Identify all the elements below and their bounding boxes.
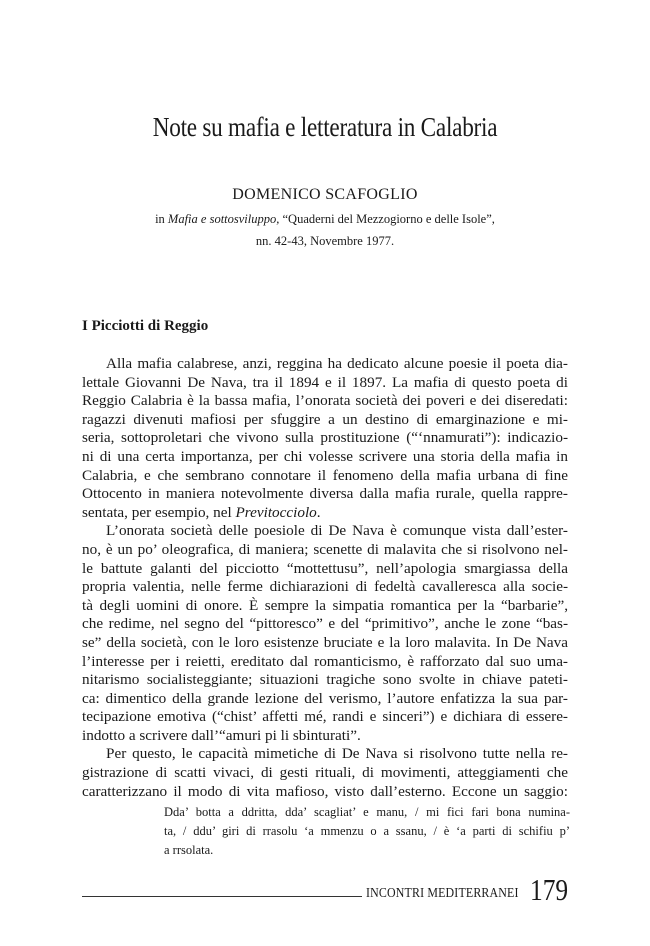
citation-line-1: in Mafia e sottosviluppo, “Quaderni del Mezzogiorno e delle Isole”, xyxy=(155,212,495,226)
article-title: Note su mafia e letteratura in Calabria xyxy=(152,112,498,142)
verse-line: ta, / ddu’ giri di rrasolu ‘a mmenzu o a ssanu, / è ‘a parti di schifiu p’ xyxy=(164,824,570,838)
verse-quote xyxy=(164,803,570,860)
body-line: L’onorata società delle poesiole di De Nava è comunque vista dall’ester- xyxy=(106,522,568,540)
body-line: indotto a scrivere dall’“amuri pi li sbinturati”. xyxy=(82,726,361,744)
body-line: lettale Giovanni De Nava, tra il 1894 e il 1897. La mafia di questo poeta di xyxy=(82,373,568,391)
body-line: caratterizzano il modo di vita mafioso, visto dall’esterno. Eccone un saggio: xyxy=(82,782,568,800)
body-line: Alla mafia calabrese, anzi, reggina ha dedicato alcune poesie il poeta dia- xyxy=(106,355,568,372)
body-line: ragazzi divenuti mafiosi per sfuggire a un destino di emarginazione e mi- xyxy=(82,410,568,428)
body-line: Calabria, e che sembrano connotare il fenomeno della mafia urbana di fine xyxy=(82,466,568,484)
body-line: tecipazione emotiva (“chist’ affetti mé, randi e sinceri”) e dichiara di essere- xyxy=(82,708,568,726)
body-line: Ottocento in maniera notevolmente diversa dalla mafia rurale, quella rappre- xyxy=(82,485,568,503)
body-line: ni di una certa importanza, per chi volesse scrivere una storia della mafia in xyxy=(82,447,568,465)
body-line: propria valentia, nelle ferme dichiarazioni di fedeltà cavalleresca alla socie- xyxy=(82,578,568,596)
body-line: se” della società, con le loro esistenze bruciate e la loro malavita. In De Nava xyxy=(82,633,568,651)
work-title: Previtocciolo xyxy=(235,503,317,521)
verse-line: Dda’ botta a ddritta, dda’ scagliat’ e manu, / mi fici fari bona numina- xyxy=(164,805,570,819)
article-body xyxy=(82,355,568,801)
author-name: DOMENICO SCAFOGLIO xyxy=(232,186,418,203)
body-line: che redime, nel segno del “pittoresco” e del “primitivo”, anche le zone “bas- xyxy=(82,615,568,633)
body-line: ca: dimentico della grande lezione del verismo, l’autore enfatizza la sua par- xyxy=(82,689,568,707)
body-line: seria, sottoproletari che vivono sulla prostituzione (“‘nnamurati”): indicazio- xyxy=(82,429,568,447)
section-heading: I Picciotti di Reggio xyxy=(82,318,209,334)
page-number: 179 xyxy=(530,872,569,907)
citation-book: Mafia e sottosviluppo, xyxy=(167,212,280,226)
body-line: gistrazione di scatti vivaci, di gesti rituali, di movimenti, atteggiamenti che xyxy=(82,764,568,782)
body-line: Per questo, le capacità mimetiche di De Nava si risolvono tutte nella re- xyxy=(106,745,568,763)
footer-rule xyxy=(82,896,362,897)
body-line: sentata, per esempio, nel Previtocciolo. xyxy=(82,503,321,521)
body-line: le battute galanti del picciotto “mottettusu”, nell’apologia smargiassa della xyxy=(82,559,568,577)
body-line: tà degli uomini di onore. È sempre la simpatia romantica per la “barbarie”, xyxy=(82,596,568,614)
journal-name: INCONTRI MEDITERRANEI xyxy=(366,886,519,901)
body-line: nitarismo socialisteggiante; situazioni tragiche sono svolte in chiave pateti- xyxy=(82,671,568,689)
body-line: l’interesse per i reietti, ereditato dal romanticismo, è rafforzato dal suo uma- xyxy=(82,652,568,670)
body-line: no, è un po’ oleografica, di maniera; scenette di malavita che si risolvono nel- xyxy=(82,540,568,558)
body-line: Reggio Calabria è la bassa mafia, l’onorata società dei poveri e dei diseredati: xyxy=(82,392,568,410)
citation-line-2: nn. 42-43, Novembre 1977. xyxy=(255,234,395,248)
verse-line: a rrsolata. xyxy=(164,843,214,857)
